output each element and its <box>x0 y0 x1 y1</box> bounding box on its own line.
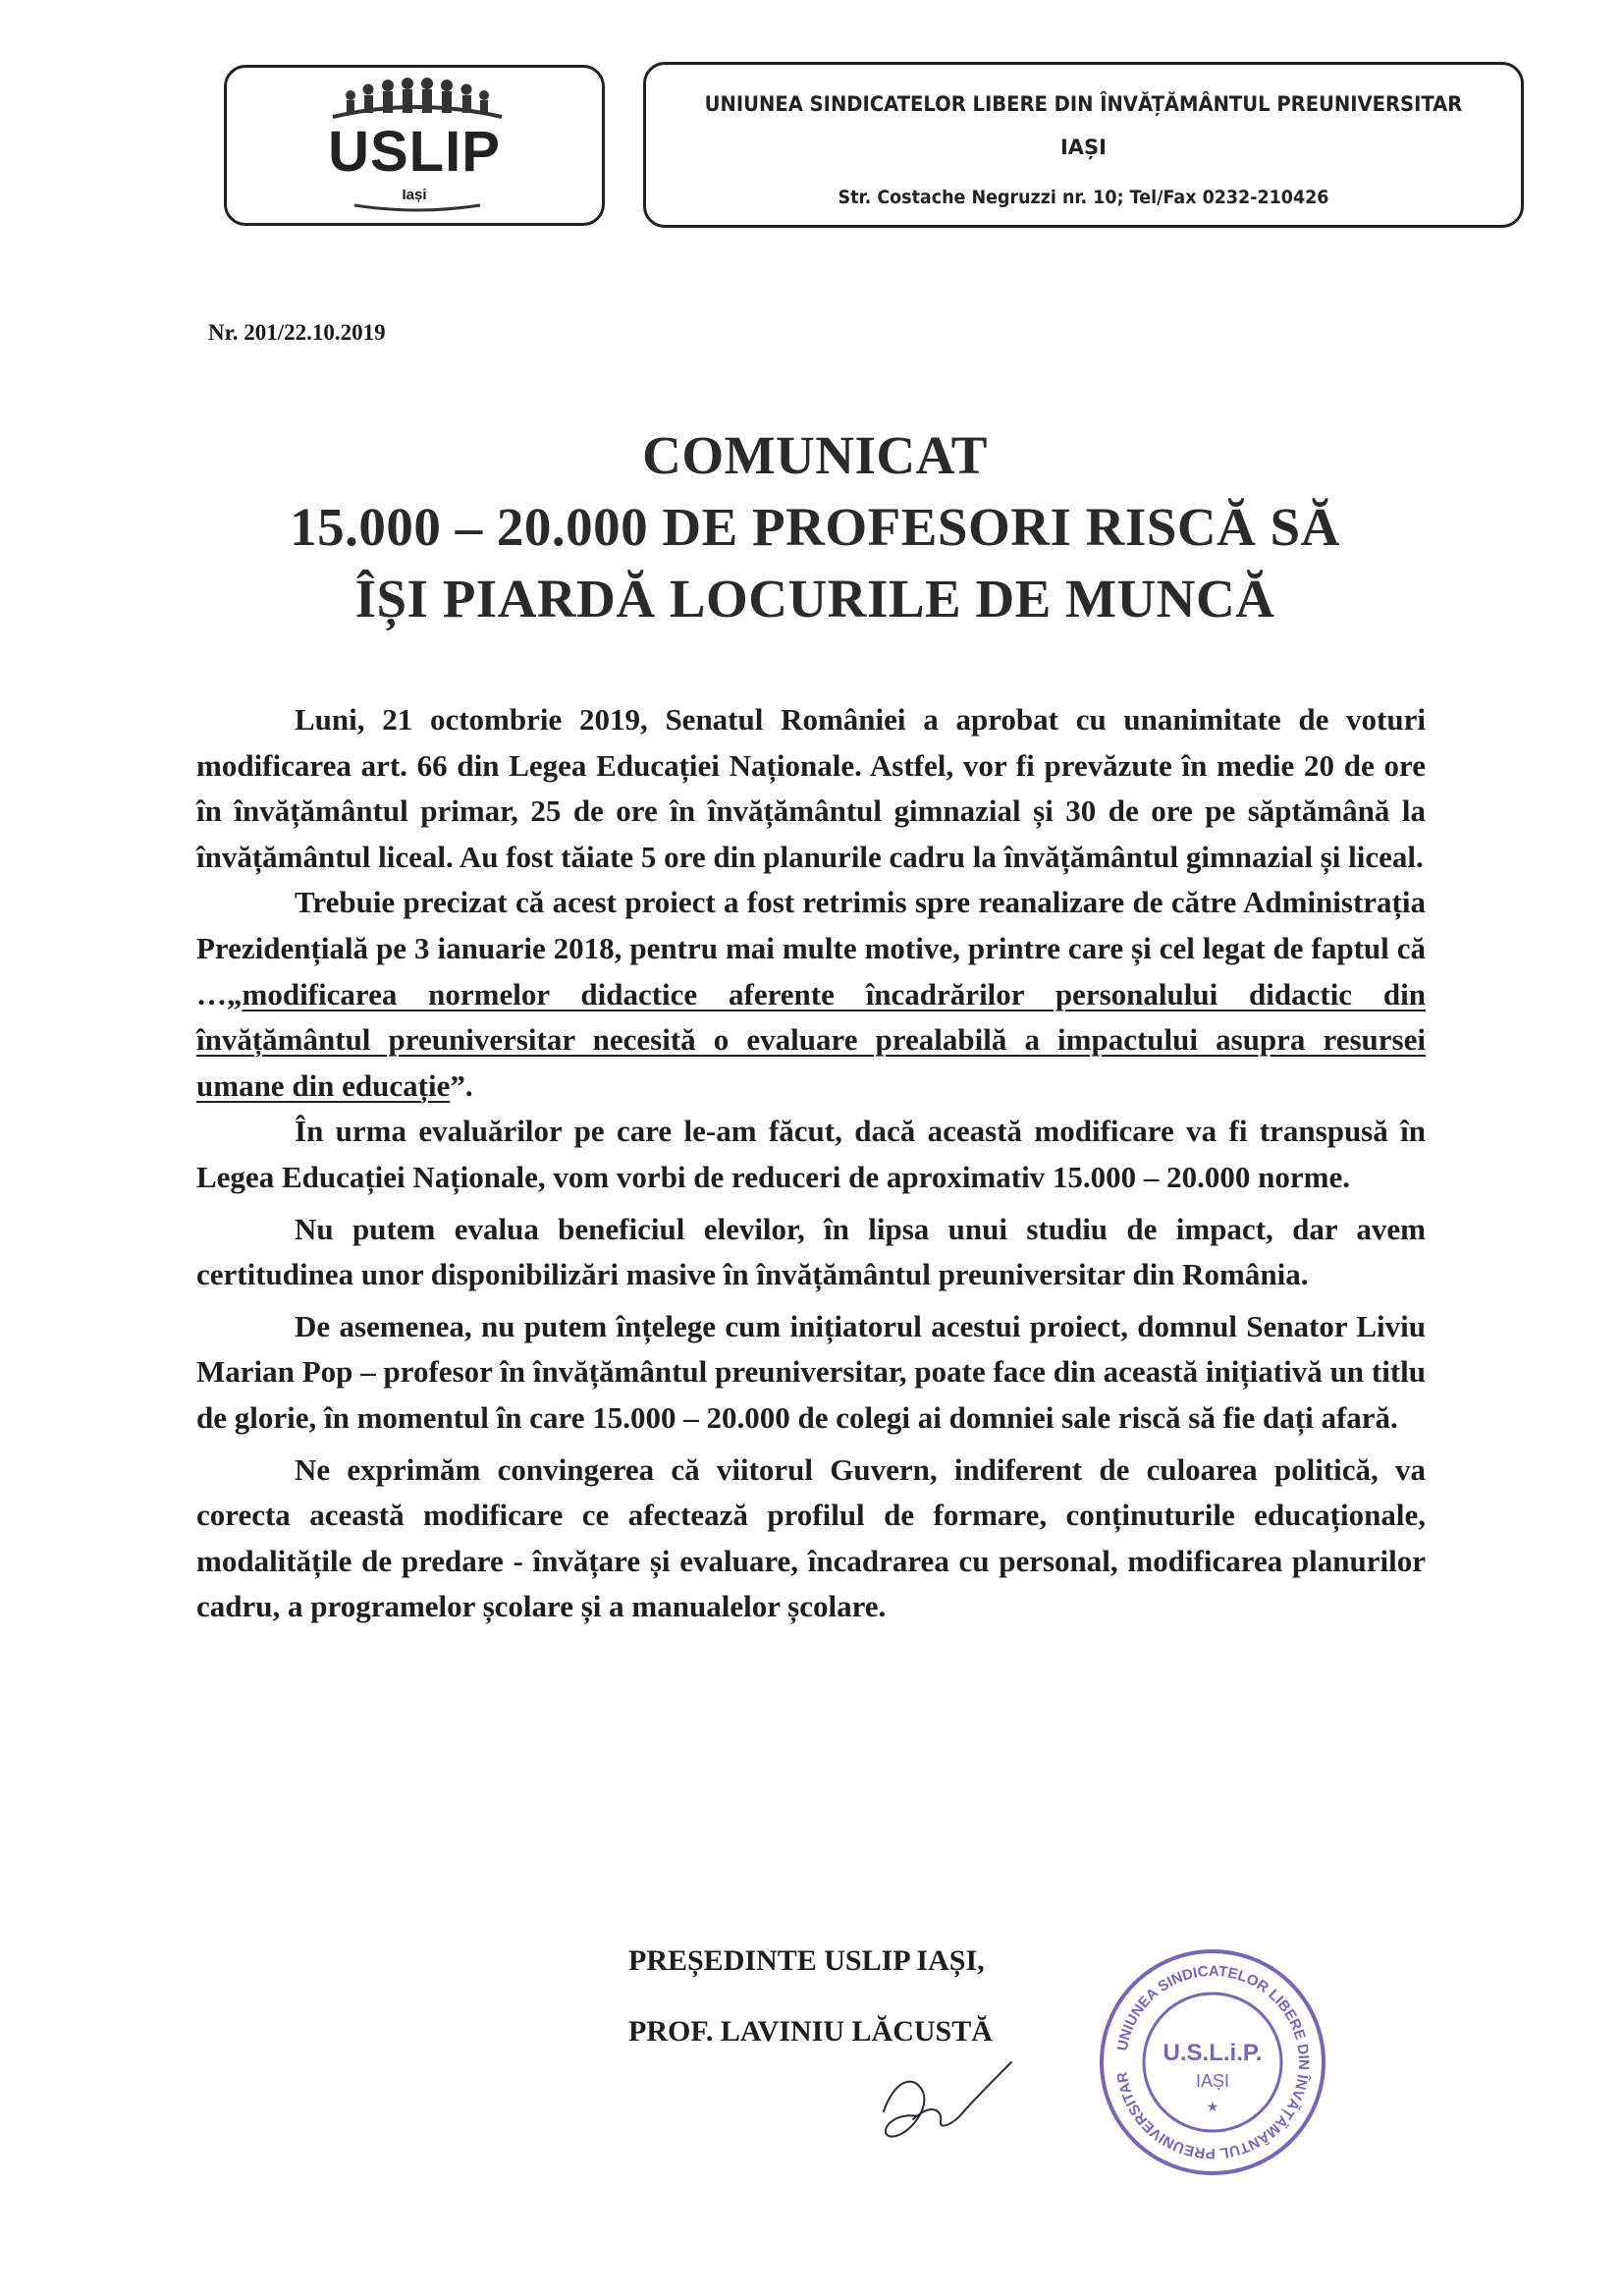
paragraph-1: Luni, 21 octombrie 2019, Senatul României a aprobat cu unanimitate de voturi modificarea art. 66 din Legea Educației Naționale. Astfel, vor fi prevăzute în medie 20 de ore în învățământul primar, 25 de ore în învățământul gimnazial și 30 de ore pe săptămână la învățământul liceal. Au fost tăiate 5 ore din planurile cadru la învățământul gimnazial și liceal. <box>196 702 1426 874</box>
paragraph-2-intro: Trebuie precizat că acest proiect a fost retrimis spre reanalizare de către Administrația Prezidențială pe 3 ianuarie 2018, pentru mai multe motive, printre care și cel legat de faptul că …„ <box>196 885 1426 1011</box>
stamp-ring-text: UNIUNEA SINDICATELOR LIBERE DIN ÎNVĂȚĂMÂNTUL PREUNIVERSITAR <box>1113 1962 1313 2162</box>
organization-address: Str. Costache Negruzzi nr. 10; Tel/Fax 0232-210426 <box>838 187 1329 208</box>
organization-name: UNIUNEA SINDICATELOR LIBERE DIN ÎNVĂȚĂMÂNTUL PREUNIVERSITAR <box>704 92 1463 116</box>
star-icon: ★ <box>1206 2100 1219 2115</box>
paragraph-2-end: ”. <box>450 1067 473 1103</box>
paragraph-6: Ne exprimăm convingerea că viitorul Guvern, indiferent de culoarea politică, va corecta această modificare ce afectează profilul de formare, conținuturile educaționale, modalitățile de predare - învățare și evaluare, încadrarea cu personal, modificarea planurilor cadru, a programelor școlare și a manualelor școlare. <box>196 1451 1426 1624</box>
body-text <box>196 697 1426 1630</box>
title-line-2: 15.000 – 20.000 DE PROFESORI RISCĂ SĂ <box>290 497 1340 557</box>
document-number: Nr. 201/22.10.2019 <box>208 320 386 345</box>
paragraph-4: Nu putem evalua beneficiul elevilor, în lipsa unui studiu de impact, dar avem certitudinea unor disponibilizări masive în învățământul preuniversitar din România. <box>196 1211 1426 1292</box>
paragraph-3: În urma evaluărilor pe care le-am făcut, dacă această modificare va fi transpusă în Legea Educației Naționale, vom vorbi de reduceri de aproximativ 15.000 – 20.000 norme. <box>196 1114 1426 1194</box>
logo-text: USLIP <box>328 120 501 184</box>
signature-name: PROF. LAVINIU LĂCUSTĂ <box>628 2015 993 2048</box>
quoted-text: modificarea normelor didactice aferente încadrărilor personalului didactic din învățământul preuniversitar necesită o evaluare prealabilă a impactului asupra resursei umane din educație <box>196 976 1426 1103</box>
logo-subtitle: Iași <box>402 187 427 203</box>
stamp-city: IAȘI <box>1195 2071 1230 2091</box>
title-line-3: ÎȘI PIARDĂ LOCURILE DE MUNCĂ <box>354 569 1275 629</box>
stamp-center-text: U.S.L.i.P. <box>1163 2040 1263 2066</box>
organization-box <box>643 62 1524 228</box>
official-stamp <box>1095 1944 1330 2180</box>
paragraph-5: De asemenea, nu putem înțelege cum inițiatorul acestui proiect, domnul Senator Liviu Marian Pop – profesor în învățământul preuniversitar, poate face din această inițiativă un titlu de glorie, în momentul în care 15.000 – 20.000 de colegi ai domniei sale riscă să fie dați afară. <box>196 1308 1426 1435</box>
title-line-1: COMUNICAT <box>642 425 988 485</box>
logo-box <box>224 65 605 226</box>
organization-city: IAȘI <box>1059 136 1107 159</box>
signature-role: PREȘEDINTE USLIP IAȘI, <box>628 1944 985 1977</box>
paragraph-2 <box>196 880 1426 1109</box>
handwritten-signature <box>864 2043 1021 2170</box>
